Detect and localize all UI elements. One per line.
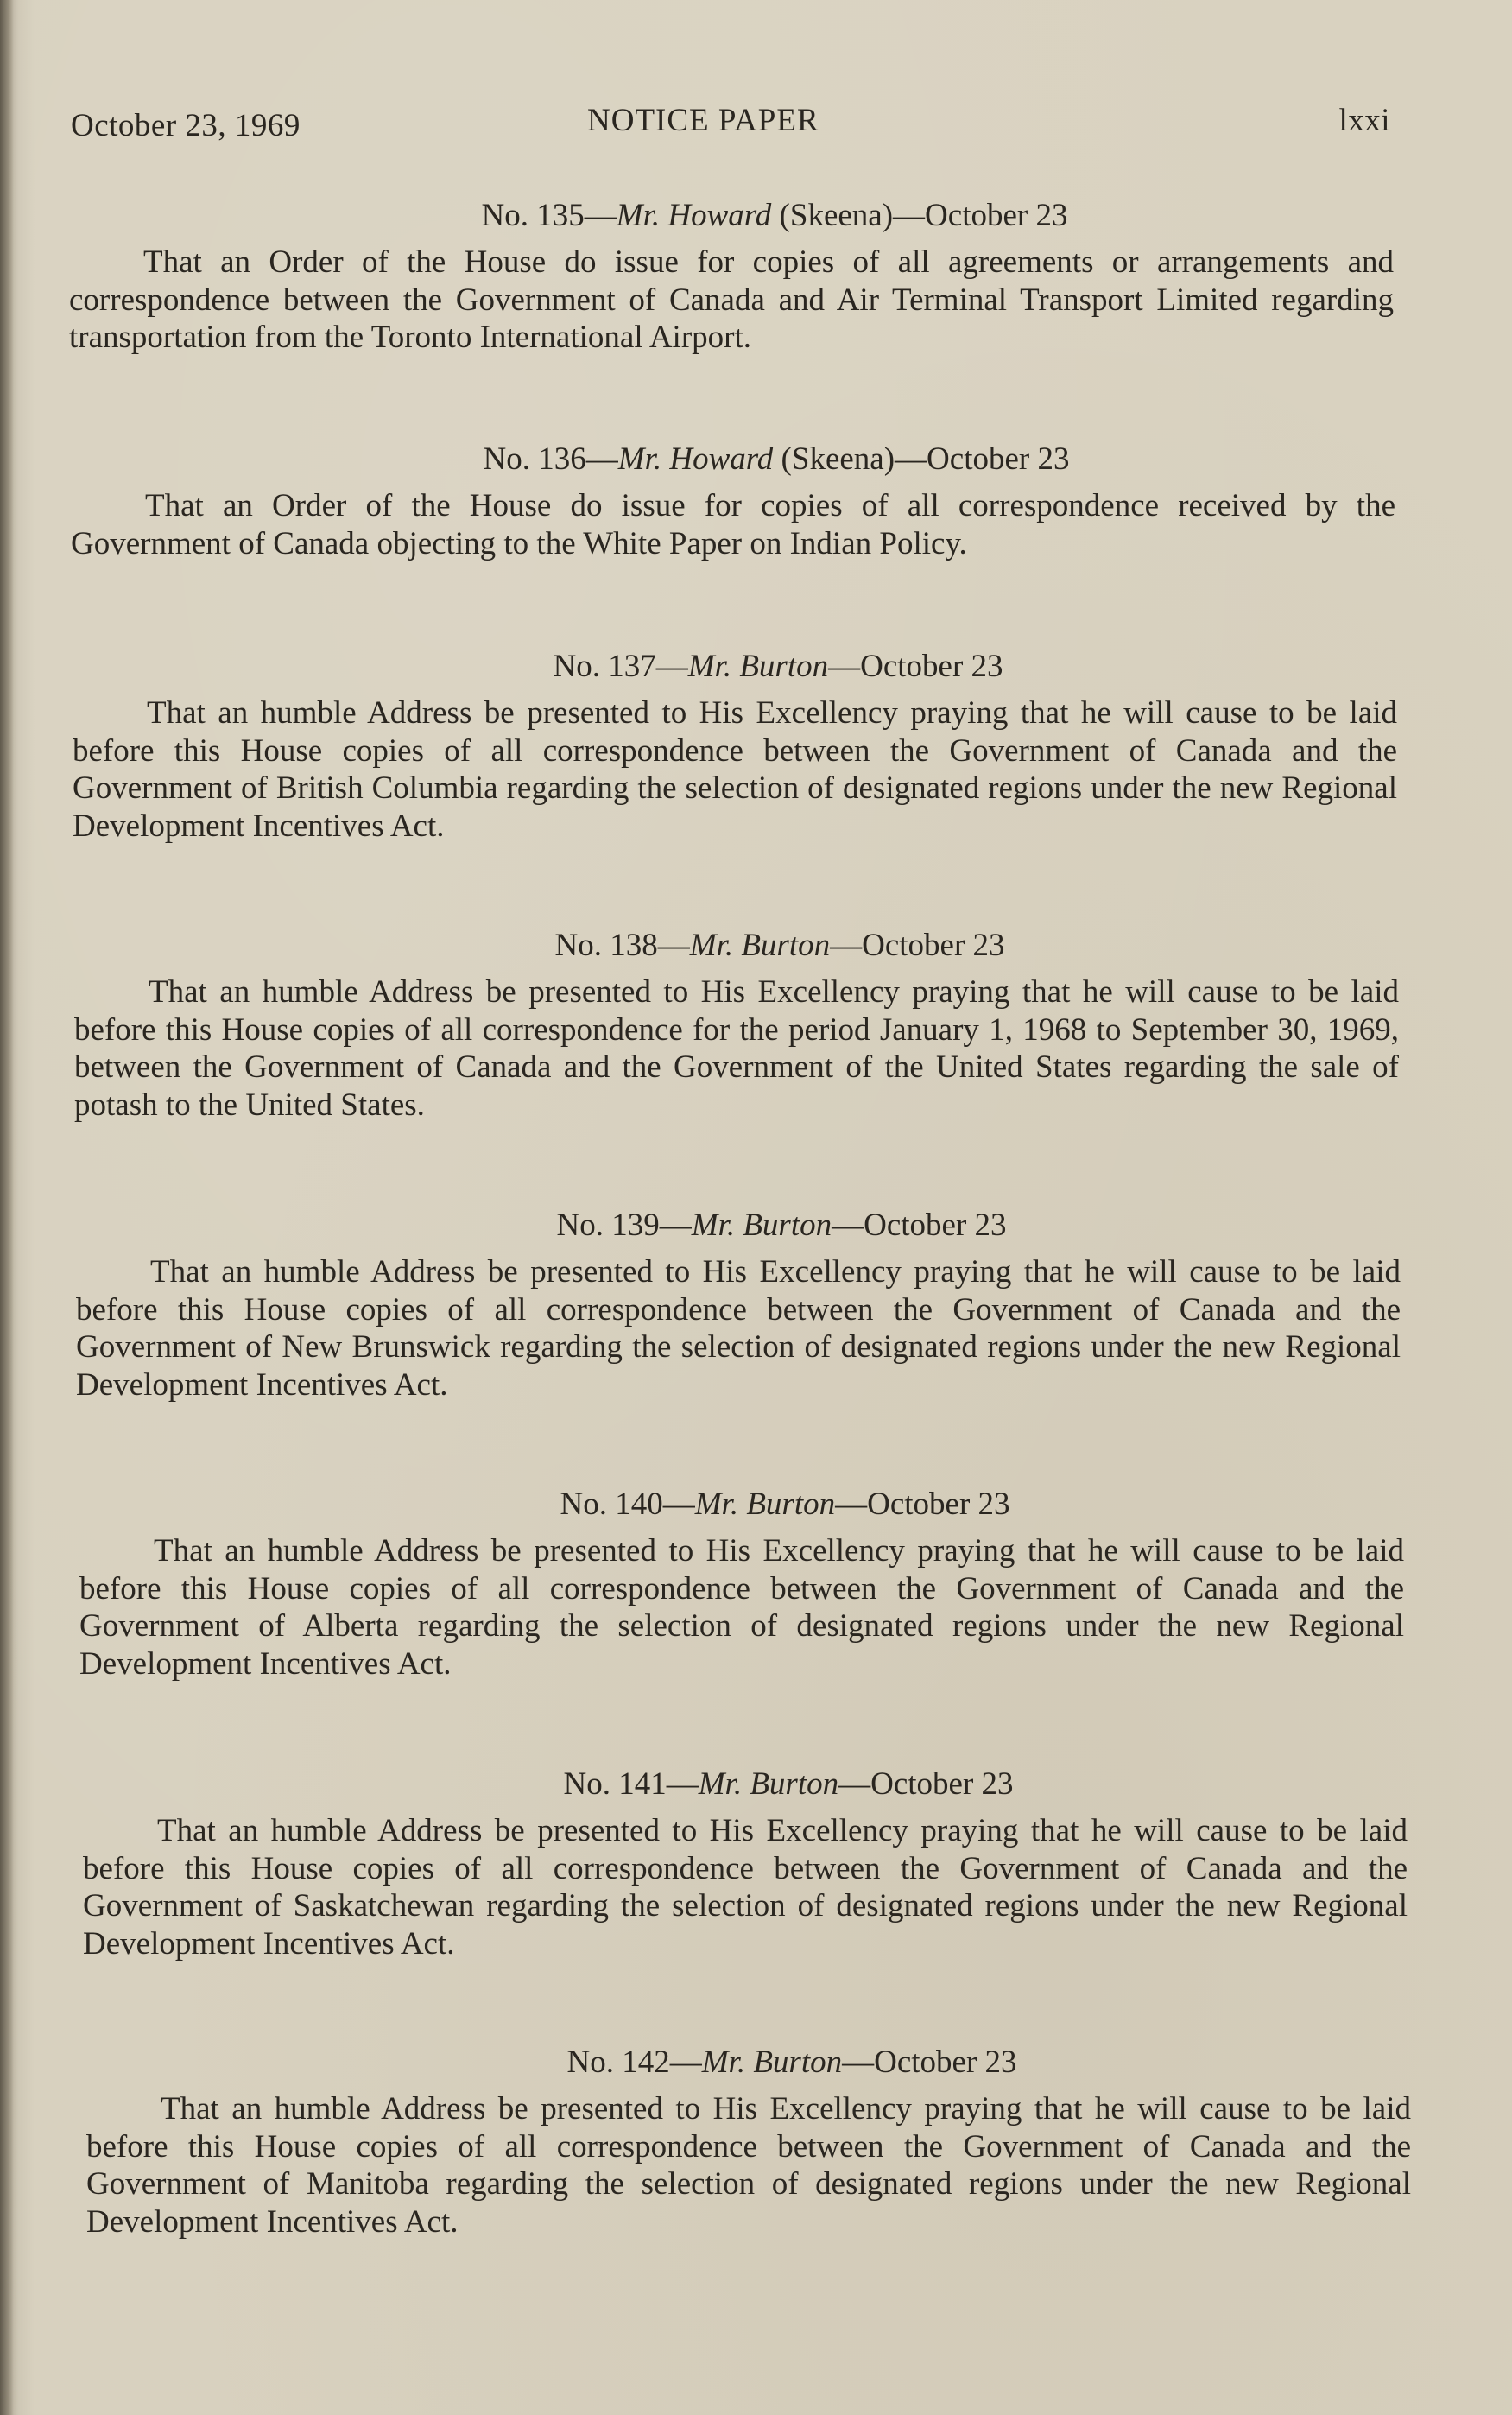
motion-heading (71, 441, 1395, 479)
motion-heading (73, 648, 1397, 686)
motion-text: That an humble Address be presented to His Excellency praying that he will cause to be laid before this House copies of all correspondence between the Government of Canada and the Government of Saskatchewan regarding the selection of designated regions under the new Regional Development Incentives Act. (83, 1813, 1408, 1962)
motion-member: Mr. Burton (691, 1208, 832, 1243)
motion-text: That an humble Address be presented to His Excellency praying that he will cause to be laid before this House copies of all correspondence for the period January 1, 1968 to September 30, 1969, between the Government of Canada and the Government of the United States regarding the sale of potash to the United States. (74, 974, 1399, 1123)
motion-text: That an humble Address be presented to His Excellency praying that he will cause to be laid before this House copies of all correspondence between the Government of Canada and the Government of Alberta regarding the selection of designated regions under the new Regional Development Incentives Act. (79, 1533, 1404, 1682)
motion-heading (83, 1765, 1408, 1803)
motion-date: —October 23 (842, 2044, 1017, 2080)
motion-heading (69, 197, 1394, 235)
motion-date: —October 23 (828, 649, 1003, 684)
motion-member: Mr. Howard (617, 441, 774, 477)
motion-text: That an Order of the House do issue for copies of all agreements or arrangements and correspondence between the Government of Canada and Air Terminal Transport Limited regarding transportation from the Toronto International Airport. (69, 244, 1394, 355)
motion-142 (86, 2044, 1411, 2241)
motion-date: —October 23 (832, 1208, 1007, 1243)
motion-number: No. 141— (563, 1766, 699, 1802)
motion-number: No. 139— (556, 1208, 692, 1243)
motion-date: —October 23 (835, 1486, 1010, 1522)
motion-heading (76, 1207, 1401, 1245)
motion-heading (86, 2044, 1411, 2082)
motion-141 (83, 1765, 1408, 1962)
motion-date: —October 23 (895, 441, 1070, 477)
motion-heading (74, 927, 1399, 965)
motion-date: —October 23 (893, 198, 1068, 233)
motion-number: No. 136— (483, 441, 618, 477)
header-title: NOTICE PAPER (587, 103, 819, 138)
motion-date: —October 23 (830, 928, 1005, 963)
header-page-number: lxxi (1338, 103, 1390, 138)
motion-number: No. 137— (553, 649, 688, 684)
motion-number: No. 142— (566, 2044, 702, 2080)
motion-date: —October 23 (838, 1766, 1014, 1802)
motion-135 (69, 197, 1394, 357)
motion-member: Mr. Burton (694, 1486, 836, 1522)
motion-number: No. 140— (560, 1486, 695, 1522)
motion-137 (73, 648, 1397, 845)
motion-riding: (Skeena) (773, 441, 895, 477)
motion-139 (76, 1207, 1401, 1404)
motion-member: Mr. Burton (689, 928, 831, 963)
motion-text: That an humble Address be presented to His Excellency praying that he will cause to be laid before this House copies of all correspondence between the Government of Canada and the Government of Manitoba regarding the selection of designated regions under the new Regional Development Incentives Act. (86, 2091, 1411, 2240)
motion-member: Mr. Burton (701, 2044, 843, 2080)
motion-member: Mr. Burton (698, 1766, 839, 1802)
motion-text: That an humble Address be presented to His Excellency praying that he will cause to be laid before this House copies of all correspondence between the Government of Canada and the Government of New Brunswick regarding the selection of designated regions under the new Regional Development Incentives Act. (76, 1254, 1401, 1403)
motion-138 (74, 927, 1399, 1124)
binding-edge (0, 0, 14, 2415)
header-date: October 23, 1969 (71, 108, 301, 143)
motion-140 (79, 1486, 1404, 1683)
motion-text: That an humble Address be presented to His Excellency praying that he will cause to be laid before this House copies of all correspondence between the Government of Canada and the Government of British Columbia regarding the selection of designated regions under the new Regional Development Incentives Act. (73, 695, 1397, 844)
motion-number: No. 138— (554, 928, 690, 963)
motion-member: Mr. Howard (616, 198, 772, 233)
motion-member: Mr. Burton (687, 649, 829, 684)
motion-heading (79, 1486, 1404, 1524)
motion-number: No. 135— (481, 198, 617, 233)
motion-text: That an Order of the House do issue for copies of all correspondence received by the Government of Canada objecting to the White Paper on Indian Policy. (71, 488, 1395, 561)
motion-riding: (Skeena) (771, 198, 894, 233)
motion-136 (71, 441, 1395, 562)
running-head (71, 97, 1390, 149)
